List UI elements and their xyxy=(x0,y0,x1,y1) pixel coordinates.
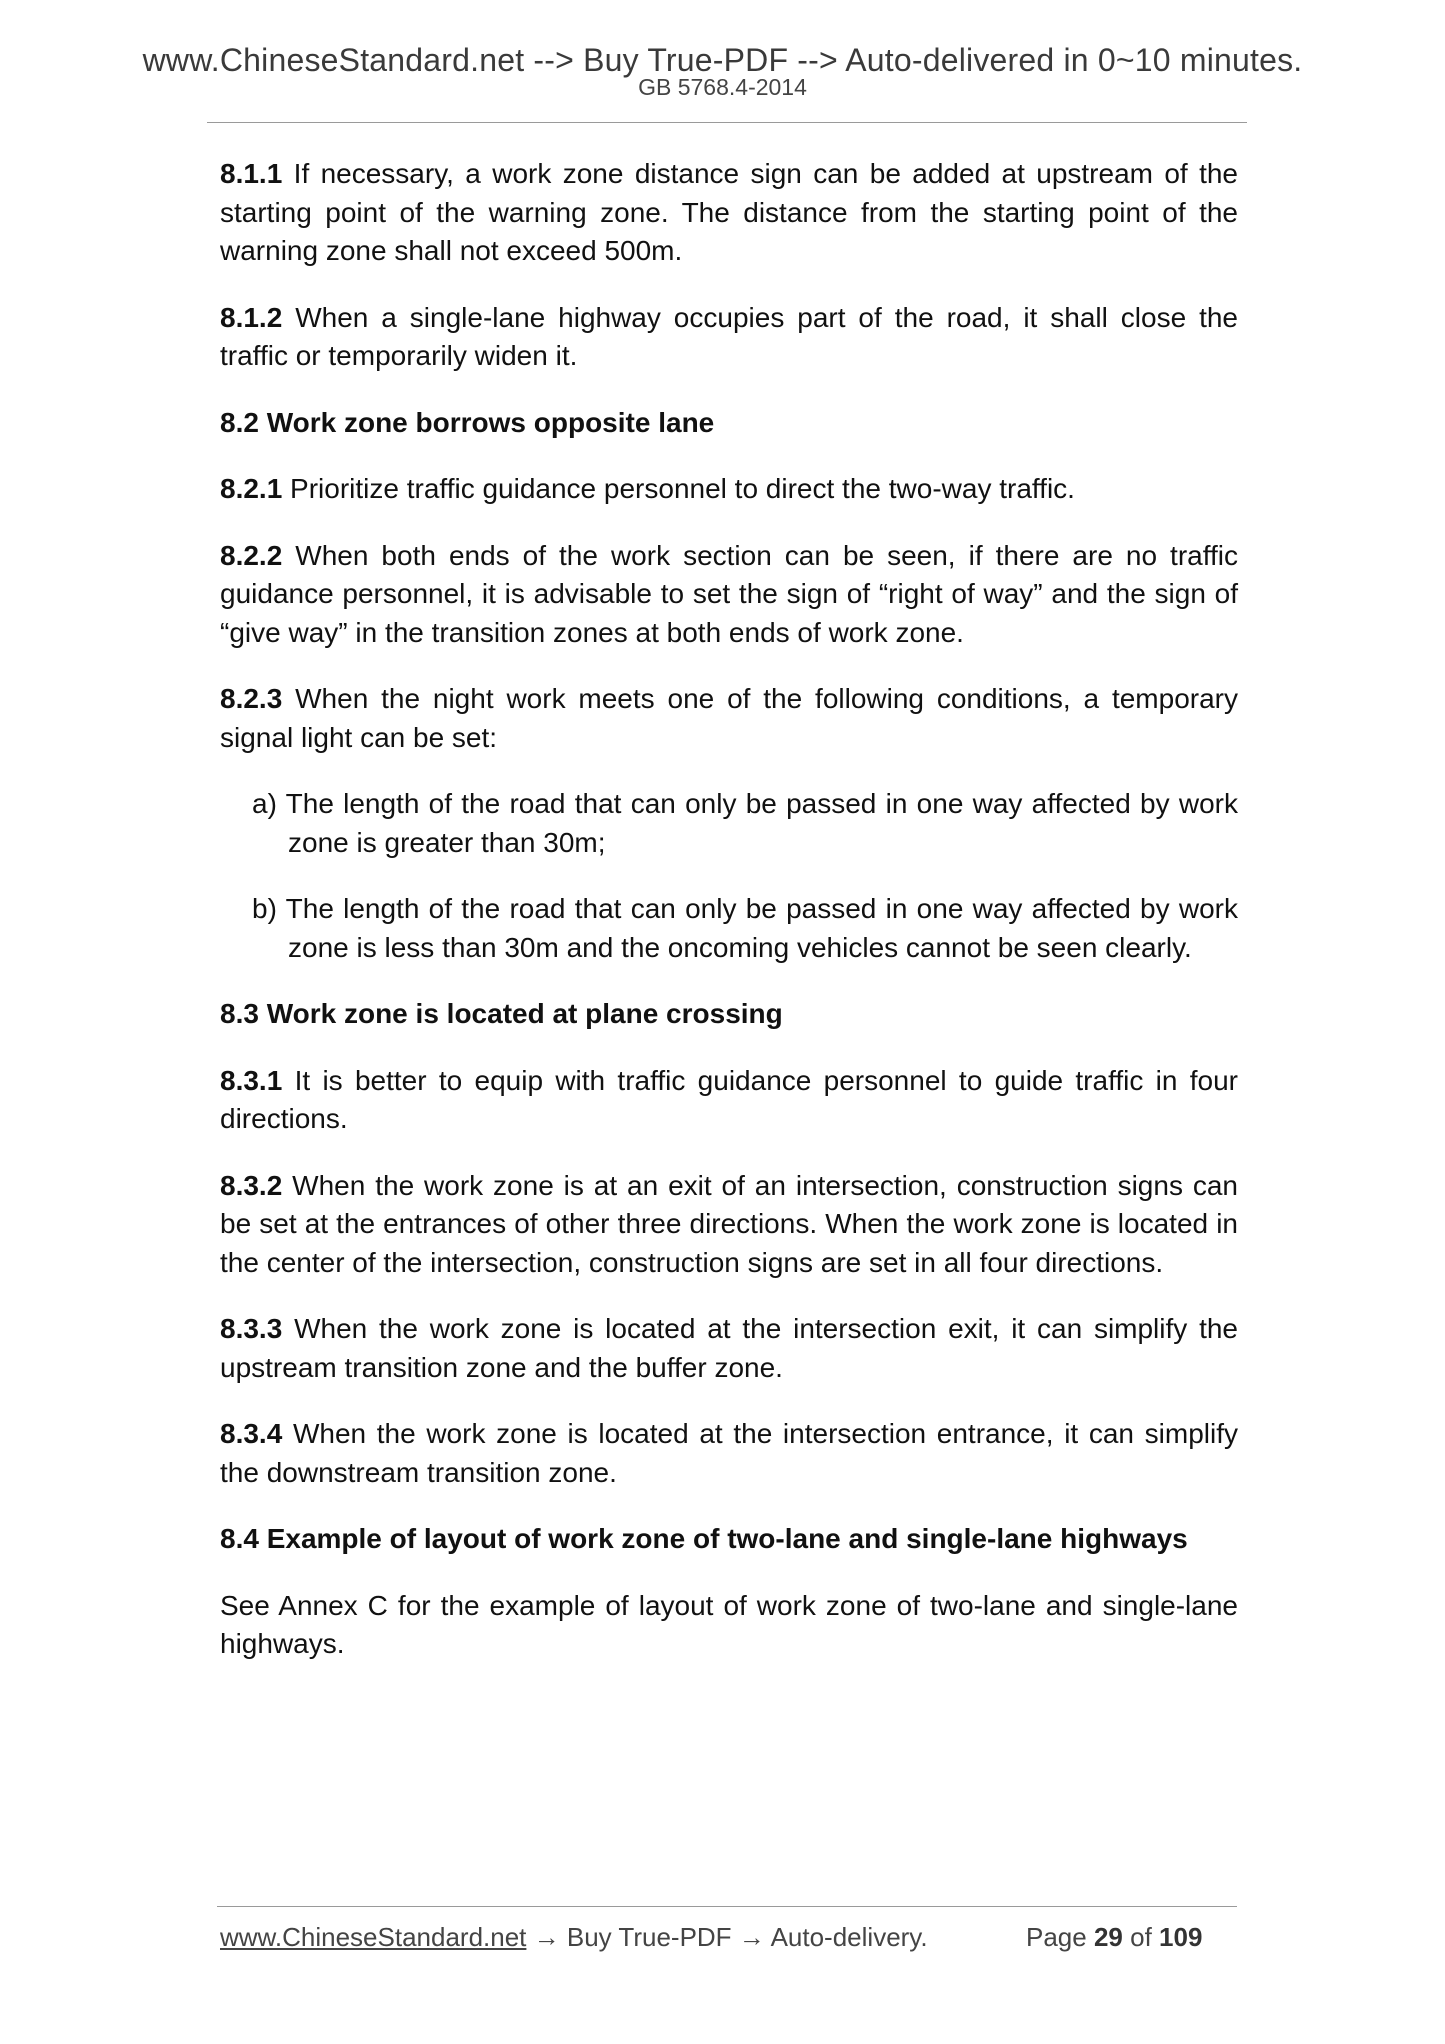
clause-number: 8.1.1 xyxy=(220,158,283,189)
clause-text: Prioritize traffic guidance personnel to direct the two-way traffic. xyxy=(282,473,1075,504)
document-id: GB 5768.4-2014 xyxy=(638,74,807,100)
clause-number: 8.2.2 xyxy=(220,539,283,571)
clause-8-1-2 xyxy=(220,299,1238,376)
section-heading-8-3: 8.3 Work zone is located at plane crossing xyxy=(220,998,783,1029)
clause-number: 8.3.4 xyxy=(220,1418,283,1449)
clause-text: When the night work meets one of the following conditions, a temporary signal light can be set: xyxy=(220,683,1238,753)
clause-text: When the work zone is located at the intersection exit, it can simplify the upstream transition zone and the buffer zone. xyxy=(220,1313,1238,1383)
clause-8-3-3 xyxy=(220,1310,1238,1387)
footer-site-link[interactable]: www.ChineseStandard.net xyxy=(220,1922,527,1952)
footer xyxy=(220,1920,1238,1954)
clause-text: When the work zone is at an exit of an intersection, construction signs can be set at the entrances of other three directions. When the work zone is located in the center of the intersection, construction signs are set in all four directions. xyxy=(220,1169,1238,1278)
list-item-b: b) The length of the road that can only be passed in one way affected by work zone is less than 30m and the oncoming vehicles cannot be seen clearly. xyxy=(252,893,1238,963)
clause-8-2-1 xyxy=(220,470,1238,509)
section-heading-8-4: 8.4 Example of layout of work zone of two-lane and single-lane highways xyxy=(220,1523,1188,1554)
of-label: of xyxy=(1130,1922,1152,1952)
header-divider xyxy=(207,122,1247,123)
footer-divider xyxy=(217,1906,1237,1907)
clause-text: When a single-lane highway occupies part of the road, it shall close the traffic or temporarily widen it. xyxy=(220,301,1238,371)
clause-8-1-1 xyxy=(220,155,1238,271)
clause-number: 8.3.1 xyxy=(220,1064,283,1096)
clause-number: 8.3.2 xyxy=(220,1169,283,1201)
clause-text: If necessary, a work zone distance sign can be added at upstream of the starting point of the warning zone. The distance from the starting point of the warning zone shall not exceed 500m. xyxy=(220,158,1238,266)
list-item-a: a) The length of the road that can only be passed in one way affected by work zone is greater than 30m; xyxy=(252,788,1238,858)
clause-text: When the work zone is located at the intersection entrance, it can simplify the downstream transition zone. xyxy=(220,1418,1238,1488)
clause-8-3-4 xyxy=(220,1415,1238,1492)
clause-8-2-3 xyxy=(220,680,1238,757)
section-heading-8-2: 8.2 Work zone borrows opposite lane xyxy=(220,406,715,438)
clause-8-4-text: See Annex C for the example of layout of work zone of two-lane and single-lane highways. xyxy=(220,1589,1238,1659)
header-banner: www.ChineseStandard.net --> Buy True-PDF --> Auto-delivered in 0~10 minutes. xyxy=(142,42,1303,78)
page-label: Page xyxy=(1026,1922,1087,1952)
page-indicator xyxy=(1026,1920,1202,1954)
footer-tagline: → Buy True-PDF → Auto-delivery. xyxy=(526,1922,928,1952)
clause-number: 8.2.1 xyxy=(220,473,283,504)
total-pages: 109 xyxy=(1159,1922,1203,1952)
clause-8-3-1 xyxy=(220,1062,1238,1139)
clause-text: It is better to equip with traffic guidance personnel to guide traffic in four directions. xyxy=(220,1064,1238,1134)
clause-number: 8.3.3 xyxy=(220,1313,283,1344)
clause-8-3-2 xyxy=(220,1167,1238,1283)
clause-number: 8.1.2 xyxy=(220,301,283,333)
page-number: 29 xyxy=(1093,1922,1123,1952)
clause-8-2-2 xyxy=(220,537,1238,653)
clause-number: 8.2.3 xyxy=(220,683,283,714)
clause-text: When both ends of the work section can be seen, if there are no traffic guidance personnel, it is advisable to set the sign of “right of way” and the sign of “give way” in the transition zones at both ends of work zone. xyxy=(220,539,1238,648)
document-body xyxy=(220,155,1238,1692)
